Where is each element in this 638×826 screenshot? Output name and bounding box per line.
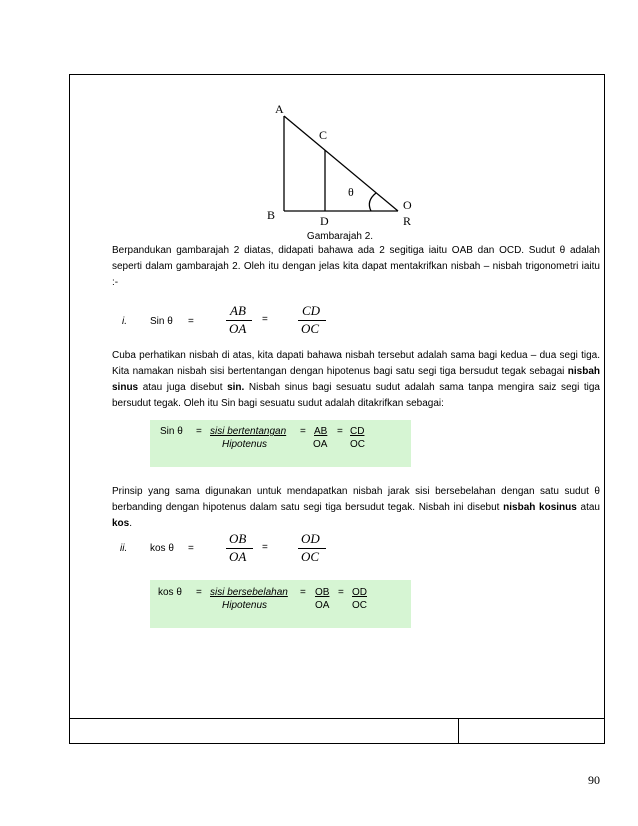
paragraph-sinus: Cuba perhatikan nisbah di atas, kita dapati bahawa nisbah tersebut adalah sama bagi kedua – dua segi tiga. Kita namakan nisbah sisi bertentangan dengan hipotenus bagi satu segi tiga bersudut tegak sebagai nisbah sinus atau juga disebut sin. Nisbah sinus bagi sesuatu sudut adalah sama tanpa mengira saiz segi tiga bersudut tegak. Oleh itu Sin bagi sesuatu sudut adalah ditakrifkan sebagai: [112,350,600,409]
formula-equals: = [262,542,268,553]
box-numerator-b: CD [350,426,365,437]
box-denominator-word: Hipotenus [222,600,268,611]
box-equals: = [337,426,343,437]
box-numerator-word: sisi bersebelahan [210,587,288,598]
label-A: A [275,102,284,116]
box-denominator-a: OA [315,600,330,611]
formula-equals: = [188,543,194,554]
formula-equals: = [262,314,268,325]
label-theta: θ [348,185,354,199]
box-lhs: Sin θ [160,426,183,437]
box-numerator-b: OD [352,587,367,598]
box-numerator-a: OB [315,587,330,598]
formula-index: ii. [120,543,128,554]
box-numerator-a: AB [314,426,328,437]
label-R: R [403,214,412,228]
angle-arc [369,193,376,211]
box-equals: = [196,426,202,437]
fraction-numerator: OD [301,531,320,546]
fraction-numerator: OB [229,531,247,546]
box-lhs: kos θ [158,587,182,598]
box-denominator-word: Hipotenus [222,439,268,450]
box-equals: = [300,587,306,598]
box-denominator-b: OC [352,600,367,611]
box-denominator-a: OA [313,439,328,450]
page-number: 90 [588,773,600,787]
formula-equals: = [188,316,194,327]
formula-lhs: Sin θ [150,316,173,327]
fraction-denominator: OA [229,549,247,564]
formula-index: i. [122,316,127,327]
fraction-denominator: OC [301,321,320,336]
paragraph-kosinus: Prinsip yang sama digunakan untuk mendapatkan nisbah jarak sisi bersebelahan dengan satu sudut θ berbanding dengan hipotenus dalam satu segi tiga bersudut tegak. Nisbah ini disebut nisbah kosinus atau kos. [112,486,600,529]
fraction-numerator: AB [230,303,246,318]
side-AO [284,116,398,211]
definition-box-sin [150,420,411,467]
box-equals: = [196,587,202,598]
label-B: B [267,208,276,222]
definition-box-kos [150,580,411,628]
box-equals: = [300,426,306,437]
diagram-caption: Gambarajah 2. [306,231,374,242]
label-O: O [403,198,412,212]
fraction-denominator: OC [301,549,320,564]
formula-lhs: kos θ [150,543,174,554]
box-denominator-b: OC [350,439,365,450]
label-C: C [319,128,328,142]
label-D: D [320,214,329,228]
fraction-denominator: OA [229,321,247,336]
box-numerator-word: sisi bertentangan [210,426,287,437]
paragraph-intro: Berpandukan gambarajah 2 diatas, didapati bahawa ada 2 segitiga iaitu OAB dan OCD. Sudut θ adalah seperti dalam gambarajah 2. Oleh itu dengan jelas kita dapat mentakrifkan nisbah – nisbah trigonometri iaitu :- [112,245,600,288]
box-equals: = [338,587,344,598]
fraction-numerator: CD [302,303,321,318]
